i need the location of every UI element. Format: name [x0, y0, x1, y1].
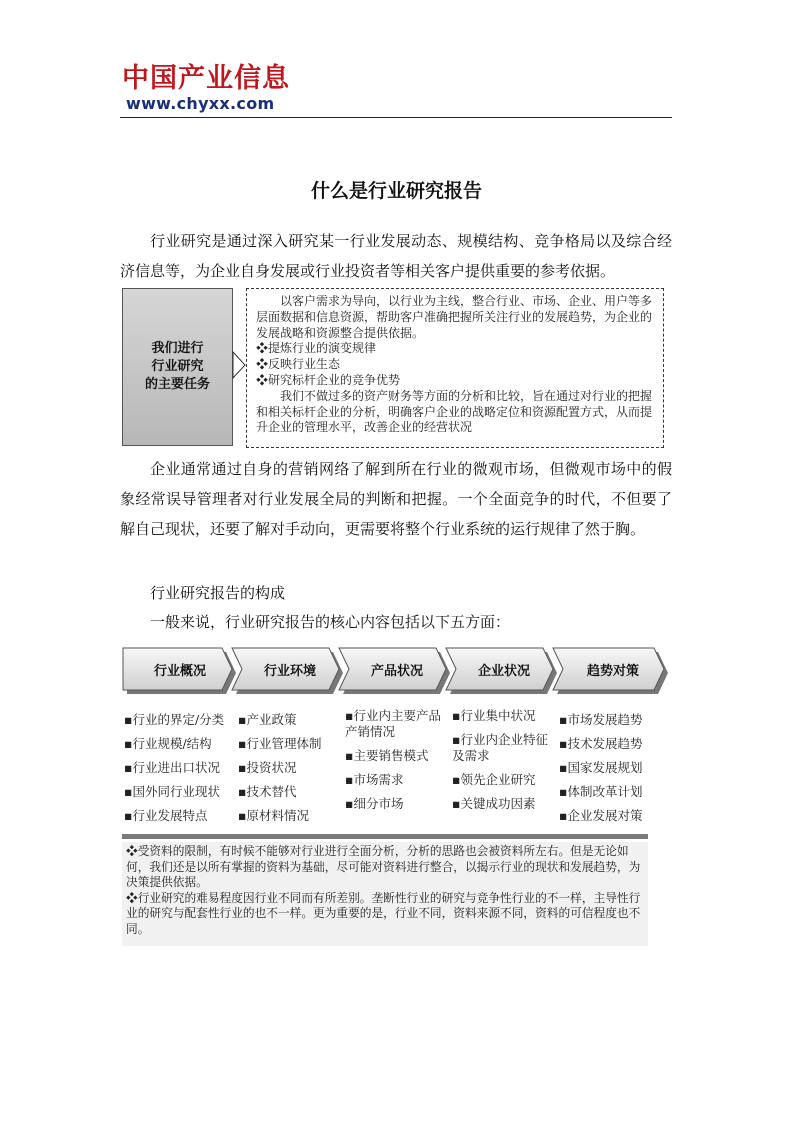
- note-text: ❖受资料的限制，有时候不能够对行业进行全面分析，分析的思路也会被资料所左右。但是无论如何，我们还是以所有掌握的资料为基础，尽可能对资料进行整合，以揭示行业的现状和发展趋势，为决策提供依据。: [126, 844, 641, 889]
- column-environment: [238, 708, 338, 828]
- task-label-line: 行业研究: [151, 359, 204, 374]
- list-item: ▪关键成功因素: [452, 796, 536, 811]
- chevron-label: 趋势对策: [586, 663, 639, 679]
- list-item: ▪领先企业研究: [452, 772, 536, 787]
- chevron-step: [450, 648, 554, 690]
- list-item: ▪国家发展规划: [559, 760, 643, 775]
- column-product: [345, 708, 441, 812]
- chevron-label: 企业状况: [477, 663, 530, 679]
- notes-divider: [122, 834, 648, 839]
- task-bullet: ❖反映行业生态: [256, 357, 341, 372]
- list-item: ▪细分市场: [345, 796, 404, 811]
- list-item: ▪投资状况: [238, 760, 297, 775]
- list-item: ▪行业内企业特征及需求: [452, 732, 548, 763]
- chevron-step: [557, 648, 665, 690]
- task-label-line: 我们进行: [151, 341, 204, 356]
- body-paragraph: 一般来说，行业研究报告的核心内容包括以下五方面：: [150, 613, 511, 631]
- list-item: ▪行业内主要产品产销情况: [345, 708, 441, 739]
- list-item: ▪体制改革计划: [559, 784, 643, 799]
- list-item: ▪行业规模/结构: [124, 736, 212, 751]
- list-item: ▪原材料情况: [238, 808, 309, 823]
- list-item: ▪行业发展特点: [124, 808, 208, 823]
- task-text: 以客户需求为导向，以行业为主线，整合行业、市场、企业、用户等多层面数据和信息资源，帮助客户准确把握所关注行业的发展趋势，为企业的发展战略和资源整合提供依据。: [256, 294, 653, 340]
- note-text: ❖行业研究的难易程度因行业不同而有所差别。垄断性行业的研究与竞争性行业的不一样，主导性行业的研究与配套性行业的也不一样。更为重要的是，行业不同，资料来源不同，资料的可信程度也不同。: [126, 890, 641, 936]
- list-item: ▪行业集中状况: [452, 708, 536, 723]
- notes-box: [122, 842, 648, 946]
- list-item: ▪企业发展对策: [559, 808, 643, 823]
- list-item: ▪行业管理体制: [238, 736, 322, 751]
- chevron-label: 行业概况: [153, 663, 206, 679]
- list-item: ▪产业政策: [238, 712, 297, 727]
- task-bullet: ❖研究标杆企业的竞争优势: [256, 372, 401, 387]
- list-item: ▪市场需求: [345, 772, 404, 787]
- chevron-step: [236, 648, 340, 690]
- body-paragraph: 企业通常通过自身的营销网络了解到所在行业的微观市场，但微观市场中的假象经常误导管理者对行业发展全局的判断和把握。一个全面竞争的时代，不但要了解自己现状，还要了解对手动向，更需要将整个行业系统的运行规律了然于胸。: [120, 460, 672, 538]
- column-overview: [124, 708, 236, 828]
- task-text: 我们不做过多的资产财务等方面的分析和比较，旨在通过对行业的把握和相关标杆企业的分析，明确客户企业的战略定位和资源配置方式，从而提升企业的管理水平，改善企业的经营状况: [256, 388, 653, 435]
- page-title: 什么是行业研究报告: [310, 180, 482, 202]
- column-trends: [559, 708, 659, 828]
- list-item: ▪技术发展趋势: [559, 736, 643, 751]
- list-item: ▪主要销售模式: [345, 748, 429, 763]
- section-heading: 行业研究报告的构成: [150, 584, 286, 602]
- chevron-label: 行业环境: [263, 663, 316, 679]
- column-enterprise: [452, 708, 548, 812]
- list-item: ▪市场发展趋势: [559, 712, 643, 727]
- list-item: ▪行业的界定/分类: [124, 712, 225, 727]
- site-url: www.chyxx.com: [126, 94, 275, 113]
- task-bullet: ❖提炼行业的演变规律: [256, 341, 377, 356]
- intro-paragraph: 行业研究是通过深入研究某一行业发展动态、规模结构、竞争格局以及综合经济信息等，为企业自身发展或行业投资者等相关客户提供重要的参考依据。: [120, 232, 672, 280]
- chevron-step: [343, 648, 447, 690]
- chevron-label: 产品状况: [370, 663, 423, 679]
- chevron-step: [123, 648, 233, 690]
- list-item: ▪技术替代: [238, 784, 297, 799]
- list-item: ▪行业进出口状况: [124, 760, 220, 775]
- task-label-line: 的主要任务: [144, 377, 210, 392]
- list-item: ▪国外同行业现状: [124, 784, 220, 799]
- site-logo-text: 中国产业信息: [122, 63, 290, 94]
